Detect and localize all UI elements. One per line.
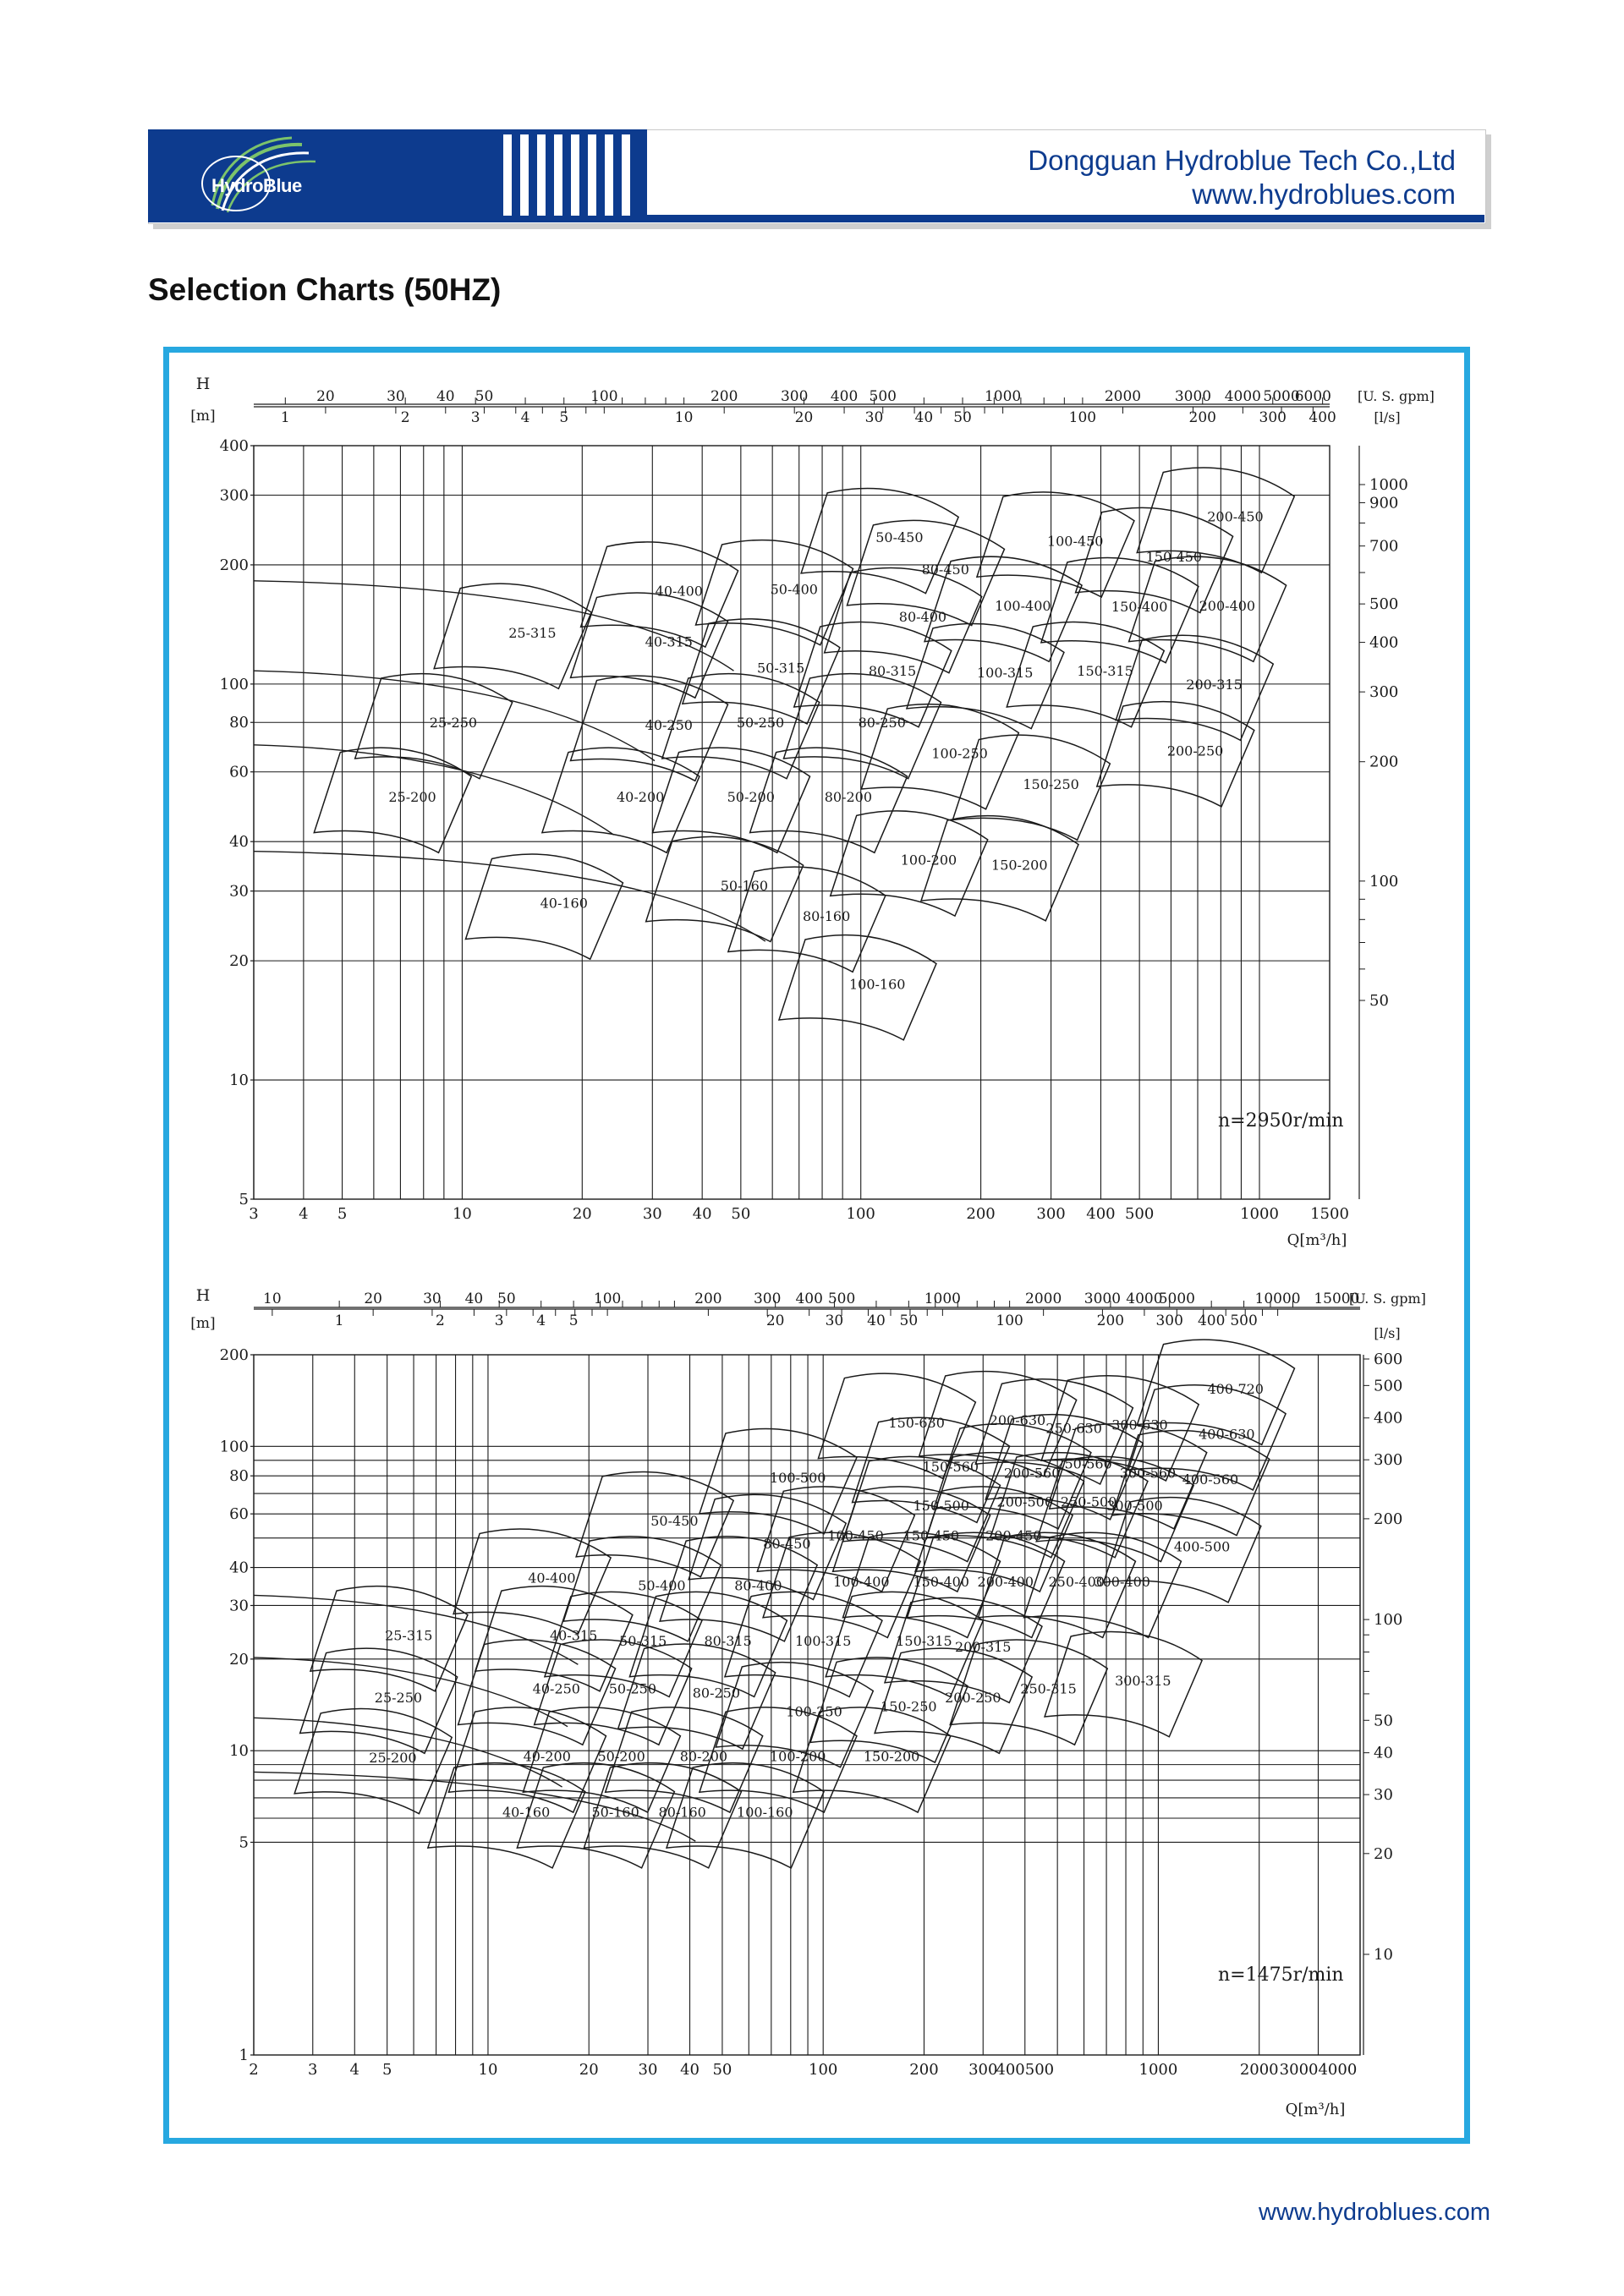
model-label: 25-250	[429, 715, 478, 732]
model-label: 150-200	[863, 1748, 920, 1765]
y-tick-label: 20	[229, 952, 249, 971]
model-label: 200-315	[1186, 676, 1243, 693]
right-tick-label: 40	[1374, 1744, 1393, 1762]
model-label: 50-315	[619, 1632, 667, 1649]
model-label: 100-200	[900, 852, 957, 869]
model-label: 40-160	[502, 1804, 551, 1821]
x-tick-label: 5	[337, 1205, 348, 1223]
right-tick-label: 300	[1374, 1451, 1403, 1470]
model-label: 50-400	[638, 1577, 686, 1594]
y-tick-label: 10	[229, 1742, 249, 1761]
gpm-tick-label: 500	[827, 1290, 856, 1307]
right-tick-label: 200	[1374, 1510, 1403, 1528]
gpm-tick-label: 200	[710, 388, 738, 405]
right-tick-label: 600	[1374, 1351, 1403, 1368]
y-tick-label: 40	[229, 1559, 249, 1577]
model-label: 300-630	[1111, 1417, 1168, 1433]
x-tick-label: 300	[968, 2061, 998, 2079]
x-tick-label: 200	[966, 1205, 996, 1223]
ls-tick-label: 5	[568, 1312, 579, 1329]
speed-label: n=1475r/min	[1218, 1964, 1344, 1986]
chart-2	[190, 1286, 1426, 2118]
model-label: 50-450	[650, 1513, 699, 1530]
right-tick-label: 200	[1369, 753, 1399, 771]
model-label: 150-400	[913, 1573, 969, 1590]
x-tick-label: 200	[909, 2061, 939, 2079]
ls-tick-label: 10	[674, 409, 694, 426]
model-label: 200-400	[1199, 597, 1256, 614]
model-label: 100-400	[995, 597, 1051, 614]
y-axis-unit: [m]	[190, 408, 216, 425]
gpm-tick-label: 30	[423, 1290, 442, 1307]
ls-tick-label: 1	[280, 409, 290, 426]
speed-label: n=2950r/min	[1218, 1110, 1344, 1132]
x-tick-label: 30	[638, 2061, 658, 2079]
gpm-tick-label: 100	[593, 1290, 622, 1307]
model-label: 150-450	[1145, 549, 1203, 566]
ls-tick-label: 1	[334, 1312, 344, 1329]
gpm-tick-label: 4000	[1224, 388, 1261, 405]
x-tick-label: 2	[249, 2061, 259, 2079]
model-label: 400-560	[1182, 1471, 1239, 1488]
gpm-tick-label: 200	[694, 1290, 722, 1307]
x-tick-label: 4	[349, 2061, 360, 2079]
y-tick-label: 1	[239, 2047, 249, 2064]
y-tick-label: 200	[219, 556, 249, 574]
model-label: 80-200	[824, 788, 873, 805]
gpm-tick-label: 500	[869, 388, 897, 405]
right-tick-label: 100	[1369, 872, 1399, 890]
model-label: 150-560	[922, 1458, 979, 1475]
ls-tick-label: 100	[1068, 409, 1097, 426]
x-tick-label: 30004000	[1279, 2061, 1358, 2079]
right-tick-label: 50	[1374, 1712, 1393, 1730]
model-label: 400-500	[1173, 1538, 1231, 1555]
footer-url[interactable]: www.hydroblues.com	[1259, 2199, 1490, 2226]
gpm-unit-label: [U. S. gpm]	[1358, 388, 1435, 404]
right-tick-label: 700	[1369, 537, 1399, 556]
model-label: 50-160	[720, 878, 769, 895]
x-tick-label: 50	[712, 2061, 732, 2079]
x-tick-label: 20	[572, 1205, 592, 1223]
x-tick-label: 1000	[1138, 2061, 1178, 2079]
model-label: 150-400	[1111, 599, 1168, 616]
model-label: 50-200	[727, 788, 775, 805]
model-label: 80-315	[868, 663, 917, 680]
model-label: 25-250	[374, 1689, 423, 1706]
chart-1	[190, 375, 1435, 1249]
y-tick-label: 20	[229, 1650, 249, 1669]
right-tick-label: 300	[1369, 683, 1399, 702]
model-label: 250-560	[1056, 1455, 1112, 1472]
ls-tick-label: 100	[996, 1312, 1023, 1329]
y-axis-label: H	[195, 375, 211, 393]
gpm-tick-label: 100	[590, 388, 618, 405]
model-label: 80-160	[658, 1804, 706, 1821]
gpm-tick-label: 50	[497, 1290, 516, 1307]
gpm-tick-label: 20	[364, 1290, 382, 1307]
model-label: 25-315	[385, 1627, 433, 1644]
model-label: 150-630	[888, 1414, 945, 1431]
performance-curve	[254, 852, 765, 941]
gpm-tick-label: 3000	[1174, 388, 1212, 405]
model-label: 200-450	[1207, 508, 1264, 525]
y-tick-label: 30	[229, 1597, 249, 1615]
x-tick-label: 3	[308, 2061, 318, 2079]
model-label: 200-450	[985, 1527, 1042, 1544]
y-tick-label: 60	[229, 1505, 249, 1524]
y-tick-label: 200	[219, 1346, 249, 1364]
model-label: 40-400	[655, 583, 703, 600]
ls-tick-label: 300	[1259, 409, 1287, 426]
gpm-tick-label: 300	[753, 1290, 782, 1307]
x-tick-label: 100	[846, 1205, 875, 1223]
gpm-tick-label: 5000	[1158, 1290, 1195, 1307]
model-label: 40-200	[617, 788, 665, 805]
model-label: 50-450	[875, 529, 924, 546]
ls-unit-label: [l/s]	[1374, 409, 1401, 425]
x-tick-label: 5	[381, 2061, 392, 2079]
model-label: 150-200	[991, 857, 1048, 874]
ls-tick-label: 4	[536, 1312, 546, 1329]
y-tick-label: 100	[219, 1438, 249, 1456]
model-label: 200-250	[945, 1689, 1001, 1706]
ls-tick-label: 400	[1309, 409, 1336, 426]
model-label: 200-400	[977, 1573, 1034, 1590]
y-axis-unit: [m]	[190, 1315, 216, 1332]
ls-tick-label: 2	[400, 409, 410, 426]
model-label: 40-315	[549, 1627, 598, 1644]
right-tick-label: 400	[1369, 633, 1399, 652]
model-label: 150-315	[896, 1632, 952, 1649]
ls-tick-label: 30	[864, 409, 884, 426]
gpm-tick-label: 4000	[1126, 1290, 1163, 1307]
ls-tick-label: 3	[470, 409, 480, 426]
gpm-tick-label: 400	[795, 1290, 823, 1307]
gpm-tick-label: 10000	[1254, 1290, 1301, 1307]
ls-tick-label: 400	[1197, 1312, 1226, 1329]
model-label: 50-250	[736, 715, 785, 732]
model-label: 250-630	[1045, 1420, 1102, 1437]
model-label: 80-450	[763, 1536, 811, 1553]
right-tick-label: 500	[1374, 1377, 1403, 1395]
right-tick-label: 20	[1374, 1844, 1393, 1863]
gpm-tick-label: 1000	[984, 388, 1022, 405]
model-label: 150-315	[1077, 663, 1133, 680]
ls-tick-label: 40	[914, 409, 934, 426]
ls-unit-label: [l/s]	[1374, 1325, 1401, 1341]
gpm-tick-label: 20	[316, 388, 335, 405]
model-label: 100-500	[769, 1470, 826, 1487]
gpm-tick-label: 5000	[1263, 388, 1300, 405]
right-tick-label: 400	[1374, 1409, 1403, 1427]
gpm-tick-label: 50	[475, 388, 494, 405]
model-label: 80-450	[921, 562, 969, 578]
model-label: 250-400	[1048, 1573, 1105, 1590]
model-label: 150-500	[913, 1498, 969, 1515]
model-label: 200-630	[989, 1412, 1046, 1429]
model-label: 100-160	[848, 976, 906, 993]
model-label: 40-400	[528, 1570, 576, 1586]
model-label: 200-250	[1166, 743, 1224, 759]
model-label: 150-450	[903, 1527, 960, 1544]
gpm-tick-label: 400	[830, 388, 859, 405]
model-label: 100-250	[786, 1703, 842, 1720]
model-label: 200-560	[1003, 1465, 1061, 1482]
page-title: Selection Charts (50HZ)	[148, 272, 502, 307]
model-label: 25-200	[388, 788, 436, 805]
model-label: 80-200	[679, 1748, 728, 1765]
model-label: 80-400	[898, 609, 947, 626]
model-label: 300-560	[1119, 1465, 1177, 1482]
y-tick-label: 80	[229, 714, 249, 732]
model-label: 250-315	[1020, 1680, 1077, 1697]
model-label: 100-450	[827, 1527, 884, 1544]
ls-tick-label: 3	[494, 1312, 504, 1329]
model-label: 25-315	[508, 624, 557, 641]
model-label: 40-250	[645, 716, 693, 733]
right-tick-label: 100	[1374, 1611, 1403, 1630]
model-label: 300-315	[1115, 1673, 1171, 1690]
x-tick-label: 400	[1086, 1205, 1116, 1223]
model-label: 40-250	[532, 1680, 580, 1697]
model-label: 80-400	[734, 1577, 782, 1594]
gpm-tick-label: 2000	[1025, 1290, 1062, 1307]
model-label: 100-400	[833, 1573, 890, 1590]
gpm-tick-label: 15000	[1314, 1290, 1360, 1307]
x-axis-label: Q[m³/h]	[1287, 1231, 1347, 1249]
logo-text: HydroBlue	[211, 175, 302, 196]
ls-tick-label: 300	[1155, 1312, 1183, 1329]
company-name: Dongguan Hydroblue Tech Co.,Ltd	[1028, 145, 1456, 176]
model-label: 50-200	[597, 1748, 645, 1765]
y-tick-label: 40	[229, 833, 249, 852]
model-label: 100-160	[737, 1804, 793, 1821]
ls-tick-label: 20	[765, 1312, 785, 1329]
model-label: 150-250	[1023, 775, 1079, 792]
model-label: 100-200	[769, 1748, 826, 1765]
y-tick-label: 10	[229, 1071, 249, 1090]
y-tick-label: 100	[219, 675, 249, 693]
gpm-tick-label: 3000	[1084, 1290, 1122, 1307]
ls-tick-label: 20	[794, 409, 814, 426]
x-tick-label: 300	[1036, 1205, 1066, 1223]
x-tick-label: 40	[680, 2061, 700, 2079]
x-tick-label: 50	[731, 1205, 751, 1223]
company-url[interactable]: www.hydroblues.com	[1192, 178, 1456, 210]
right-tick-label: 50	[1369, 992, 1389, 1010]
model-label: 200-315	[955, 1638, 1012, 1655]
ls-tick-label: 50	[899, 1312, 919, 1329]
model-label: 40-200	[523, 1748, 571, 1765]
y-tick-label: 400	[219, 437, 249, 455]
model-label: 400-630	[1199, 1426, 1255, 1443]
x-tick-label: 10	[478, 2061, 498, 2079]
x-tick-label: 40	[692, 1205, 712, 1223]
gpm-tick-label: 300	[780, 388, 809, 405]
gpm-tick-label: 1000	[924, 1290, 961, 1307]
model-label: 50-315	[756, 660, 805, 677]
x-tick-label: 1000	[1240, 1205, 1279, 1223]
y-tick-label: 60	[229, 763, 249, 781]
ls-tick-label: 2	[436, 1312, 445, 1329]
gpm-tick-label: 30	[387, 388, 405, 405]
x-tick-label: 100	[809, 2061, 838, 2079]
model-label: 400-720	[1207, 1380, 1264, 1397]
y-tick-label: 30	[229, 882, 249, 901]
ls-tick-label: 30	[825, 1312, 844, 1329]
ls-tick-label: 500	[1230, 1312, 1258, 1329]
right-tick-label: 10	[1374, 1946, 1393, 1964]
model-label: 40-160	[540, 895, 588, 912]
model-label: 100-450	[1046, 533, 1104, 550]
x-tick-label: 400500	[996, 2061, 1055, 2079]
model-label: 300-500	[1106, 1498, 1163, 1515]
right-tick-label: 1000	[1369, 476, 1408, 494]
x-tick-label: 20	[579, 2061, 599, 2079]
x-tick-label: 10	[452, 1205, 472, 1223]
model-label: 100-315	[976, 665, 1034, 682]
model-label: 80-160	[802, 907, 851, 924]
model-label: 100-315	[794, 1632, 852, 1649]
model-label: 50-160	[591, 1804, 639, 1821]
model-label: 300-400	[1094, 1573, 1150, 1590]
y-axis-label: H	[195, 1286, 211, 1305]
ls-tick-label: 40	[867, 1312, 886, 1329]
right-tick-label: 500	[1369, 595, 1399, 614]
x-tick-label: 30	[642, 1205, 662, 1223]
model-label: 80-250	[692, 1685, 741, 1701]
model-label: 50-400	[770, 581, 818, 598]
model-label: 50-250	[608, 1680, 657, 1697]
x-tick-label: 3	[249, 1205, 259, 1223]
right-tick-label: 900	[1369, 494, 1399, 512]
x-axis-label: Q[m³/h]	[1285, 2101, 1346, 2118]
model-label: 100-250	[931, 745, 988, 762]
y-tick-label: 80	[229, 1467, 249, 1486]
gpm-tick-label: 40	[436, 388, 455, 405]
right-tick-label: 30	[1374, 1786, 1393, 1805]
gpm-tick-label: 10	[263, 1290, 282, 1307]
ls-tick-label: 200	[1096, 1312, 1125, 1329]
gpm-tick-label: 40	[464, 1290, 484, 1307]
model-label: 80-315	[704, 1632, 752, 1649]
gpm-tick-label: 6000	[1294, 388, 1331, 405]
x-tick-label: 2000	[1239, 2061, 1279, 2079]
y-tick-label: 5	[239, 1191, 249, 1208]
ls-tick-label: 200	[1188, 409, 1216, 426]
y-tick-label: 5	[239, 1833, 249, 1852]
x-tick-label: 4	[299, 1205, 309, 1223]
x-tick-label: 500	[1124, 1205, 1155, 1223]
model-label: 200-500	[996, 1493, 1054, 1510]
model-label: 40-315	[645, 633, 693, 650]
model-label: 80-250	[858, 715, 906, 732]
model-label: 25-200	[369, 1750, 417, 1767]
ls-tick-label: 50	[953, 409, 972, 426]
model-label: 150-250	[881, 1698, 937, 1715]
model-label: 250-500	[1060, 1493, 1117, 1510]
x-tick-label: 1500	[1310, 1205, 1349, 1223]
ls-tick-label: 4	[520, 409, 530, 426]
gpm-unit-label: [U. S. gpm]	[1349, 1290, 1426, 1307]
y-tick-label: 300	[219, 486, 249, 505]
ls-tick-label: 5	[559, 409, 569, 426]
gpm-tick-label: 2000	[1104, 388, 1142, 405]
